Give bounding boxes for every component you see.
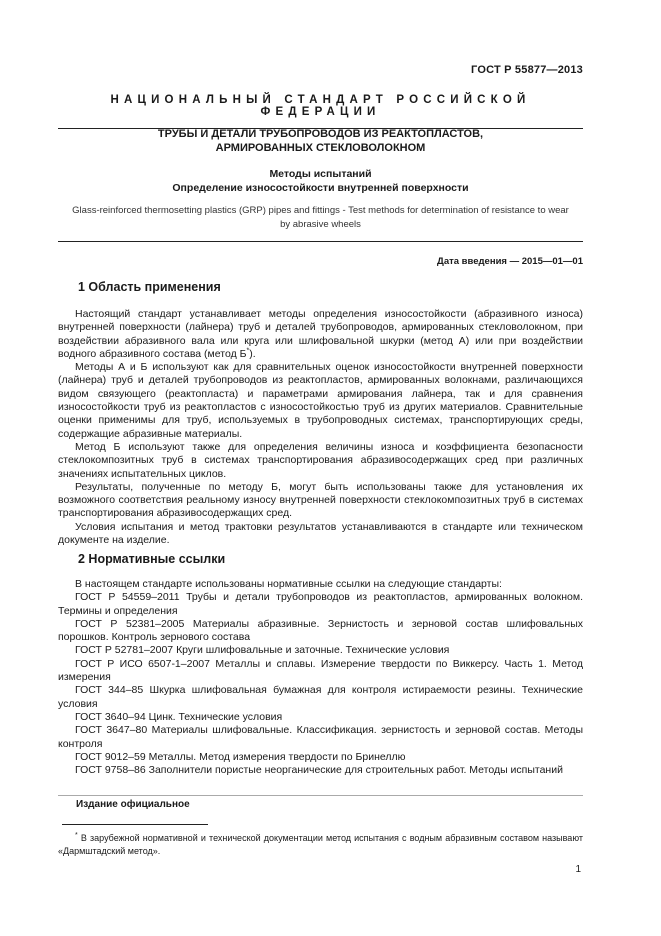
section1-p1-end: ). (249, 347, 256, 360)
english-title-line1: Glass-reinforced thermosetting plastics (GRP) pipes and fittings - Test methods for determination of resistance to wear (72, 205, 569, 216)
footnote-text: В зарубежной нормативной и технической документации метод испытания с водным абразивным составом называют «Дармштадский метод». (58, 833, 583, 856)
title-block (58, 127, 583, 232)
section1-paragraph: Результаты, полученные по методу Б, могут быть использованы также для установления их возможного соответствия реальному износу внутренней поверхности стеклокомпозитных труб в системах транспортирования абразивосодержащих сред. (58, 480, 583, 520)
section1-p1-text: Настоящий стандарт устанавливает методы определения износостойкости (абразивного износа) внутренней поверхности (лайнера) труб и деталей трубопроводов, армированных стекловолокном, при воздействии абразивного вала или круга или шлифовальной шкурки (метод А) или при воздействии водного абразивного состава (метод Б (58, 308, 583, 360)
header-divider (58, 241, 583, 242)
document-title-line2: АРМИРОВАННЫХ СТЕКЛОВОЛОКНОМ (215, 142, 426, 154)
section1-paragraph: Условия испытания и метод трактовки результатов устанавливаются в стандарте или техническом документе на изделие. (58, 520, 583, 547)
section2-body (58, 578, 583, 777)
document-subtitle-1: Методы испытаний (269, 168, 372, 180)
section1-paragraph: Метод Б используют также для определения величины износа и коэффициента безопасности стеклокомпозитных труб в системах транспортирования абразивосодержащих сред при различных значениях испытательных циклов. (58, 440, 583, 480)
introduction-date: Дата введения — 2015—01—01 (437, 256, 583, 267)
footnote-ref: * (246, 347, 250, 355)
normative-reference: ГОСТ 9758–86 Заполнители пористые неорганические для строительных работ. Методы испытаний (75, 764, 563, 777)
section1-paragraph: Методы А и Б используют как для сравнительных оценок износостойкости внутренней поверхности (лайнера) труб и деталей трубопроводов из реактопластов, армированных волокнами, различающихся видом связующего (реактопласта) и параметрами армирования лайнера, так и для сравнения износостойкости труб из реактопластов с износостойкостью труб из других материалов. Сравнительные оценки применимы для труб, используемых в трубопроводных системах, транспортирующих среды, содержащие абразивные материалы. (58, 361, 583, 440)
section1-heading: 1 Область применения (78, 280, 221, 294)
page-number: 1 (575, 864, 581, 875)
normative-reference: ГОСТ Р 52781–2007 Круги шлифовальные и заточные. Технические условия (75, 644, 450, 657)
document-title-line1: ТРУБЫ И ДЕТАЛИ ТРУБОПРОВОДОВ ИЗ РЕАКТОПЛАСТОВ, (157, 128, 484, 140)
gost-number: ГОСТ Р 55877—2013 (471, 64, 583, 76)
standard-header: НАЦИОНАЛЬНЫЙ СТАНДАРТ РОССИЙСКОЙ ФЕДЕРАЦИИ (58, 84, 583, 129)
normative-reference: ГОСТ 3640–94 Цинк. Технические условия (75, 710, 283, 723)
footnote (58, 832, 583, 857)
section1-paragraph (58, 308, 583, 361)
section1-body (58, 308, 583, 547)
section2-intro: В настоящем стандарте использованы нормативные ссылки на следующие стандарты: (75, 578, 502, 590)
footnote-divider (62, 824, 208, 825)
document-subtitle-2: Определение износостойкости внутренней поверхности (172, 182, 469, 194)
footnote-mark: * (75, 832, 78, 839)
footer-divider (58, 795, 583, 796)
section2-heading: 2 Нормативные ссылки (78, 552, 226, 566)
normative-reference: ГОСТ 9012–59 Металлы. Метод измерения твердости по Бринеллю (75, 750, 406, 763)
normative-reference: ГОСТ Р ИСО 6507-1–2007 Металлы и сплавы. Измерение твердости по Виккерсу. Часть 1. Метод измерения (58, 657, 583, 684)
normative-reference: ГОСТ Р 54559–2011 Трубы и детали трубопроводов из реактопластов, армированных волокном. Термины и определения (58, 591, 583, 617)
official-edition-label: Издание официальное (76, 799, 190, 810)
normative-reference: ГОСТ Р 52381–2005 Материалы абразивные. Зернистость и зерновой состав шлифовальных порошков. Контроль зернового состава (58, 617, 583, 644)
normative-reference: ГОСТ 344–85 Шкурка шлифовальная бумажная для контроля истираемости резины. Технические условия (58, 684, 583, 710)
normative-reference: ГОСТ 3647–80 Материалы шлифовальные. Классификация. зернистость и зерновой состав. Методы контроля (58, 724, 583, 750)
english-title-line2: by abrasive wheels (280, 219, 361, 230)
